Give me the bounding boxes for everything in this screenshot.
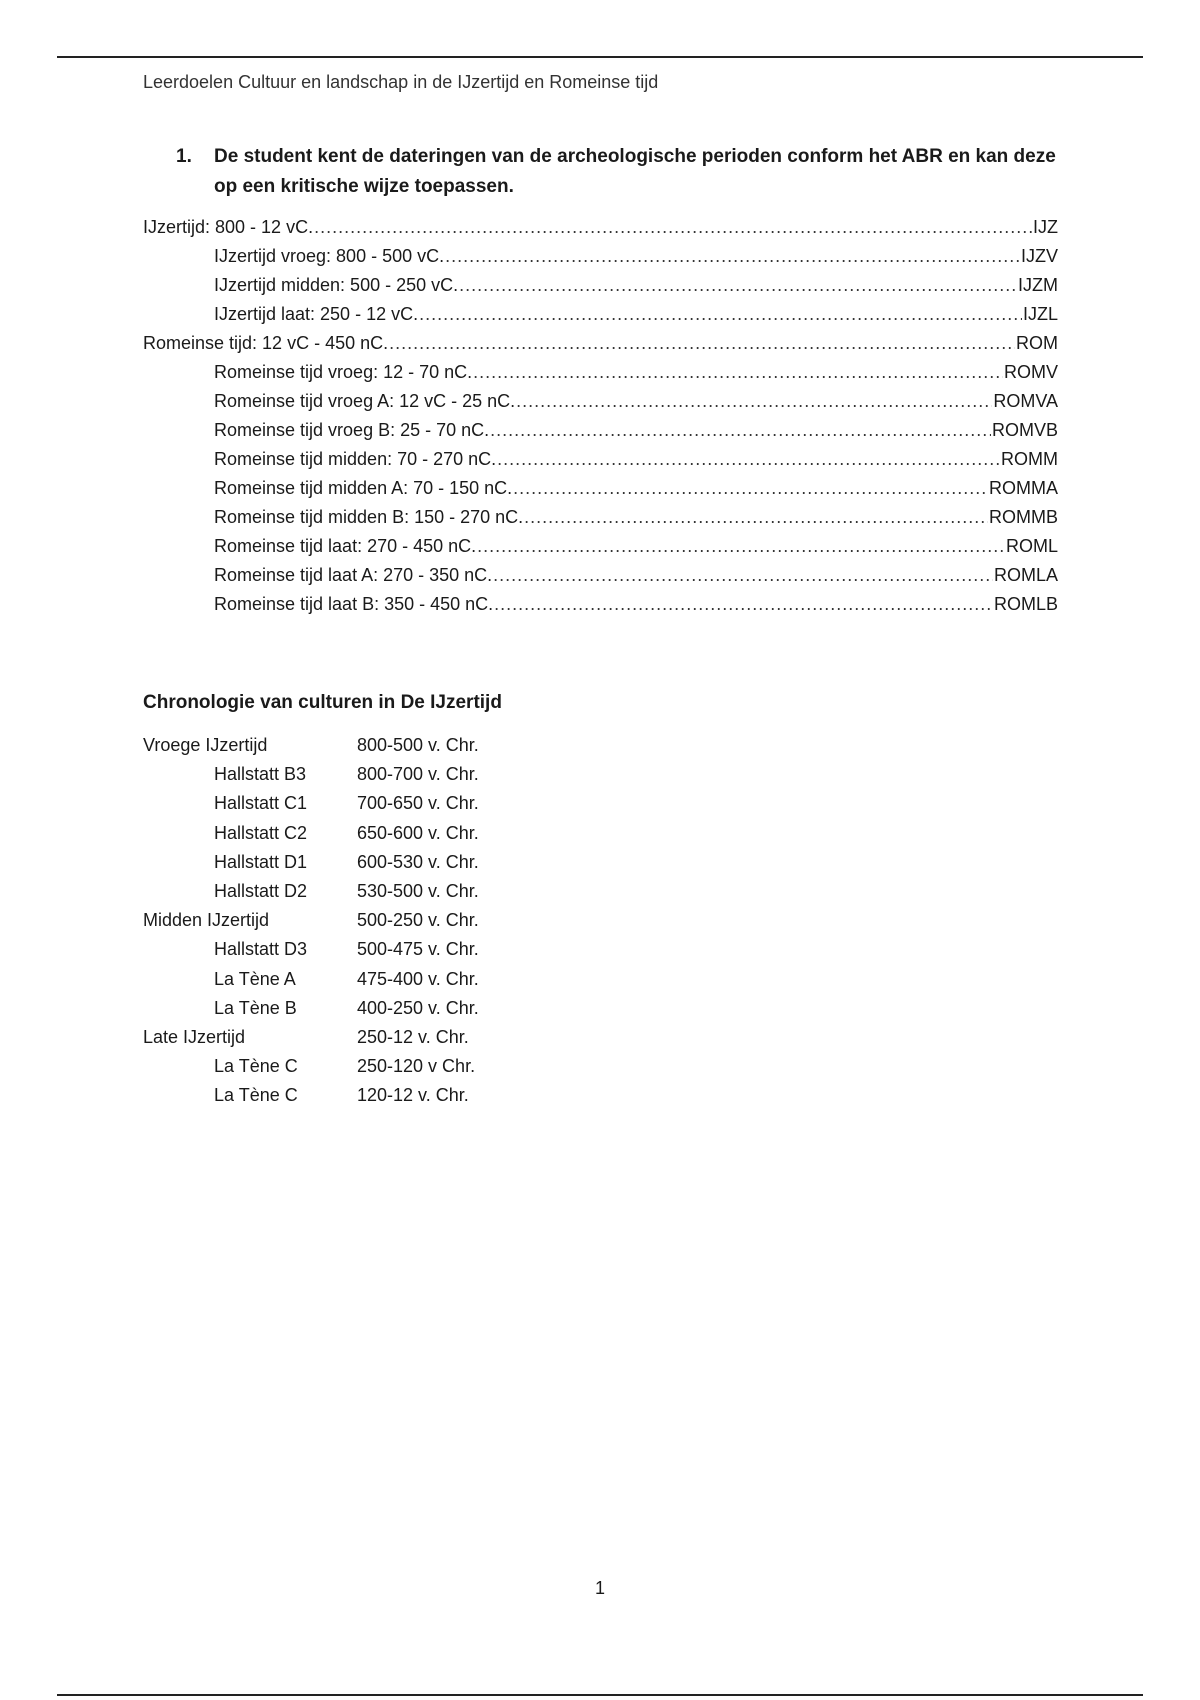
period-label: Romeinse tijd laat B: 350 - 450 nC. xyxy=(214,594,494,614)
period-code: ROMMB xyxy=(989,507,1058,527)
culture-name: Hallstatt C2 xyxy=(214,822,308,843)
chronology-row xyxy=(143,881,643,910)
dot-leader xyxy=(494,594,993,615)
period-code: IJZL xyxy=(1022,304,1058,324)
culture-date: 475-400 v. Chr. xyxy=(357,968,479,989)
period-code: ROMLB xyxy=(993,594,1058,614)
culture-name: La Tène A xyxy=(214,968,296,989)
dot-leader xyxy=(513,478,988,499)
period-label: Romeinse tijd midden B: 150 - 270 nC. xyxy=(214,507,524,527)
objective-text: De student kent de dateringen van de archeologische perioden conform het ABR en kan deze op een kritische wijze toepassen. xyxy=(214,146,1056,197)
period-label: IJzertijd midden: 500 - 250 vC. xyxy=(214,275,459,295)
chronology-row xyxy=(143,1056,643,1085)
period-row xyxy=(143,391,1058,420)
period-code: IJZV xyxy=(1020,246,1058,266)
culture-date: 530-500 v. Chr. xyxy=(357,880,479,901)
page-number: 1 xyxy=(594,1578,605,1598)
dot-leader xyxy=(459,275,1017,296)
culture-name: Hallstatt C1 xyxy=(214,793,308,814)
chronology-table xyxy=(143,735,643,1114)
period-row xyxy=(143,420,1058,449)
culture-date: 600-530 v. Chr. xyxy=(357,851,479,872)
culture-date: 400-250 v. Chr. xyxy=(357,997,479,1018)
dot-leader xyxy=(497,449,1000,470)
dot-leader xyxy=(473,362,1003,383)
culture-date: 800-700 v. Chr. xyxy=(357,764,479,785)
period-label: IJzertijd laat: 250 - 12 vC. xyxy=(214,304,419,324)
period-row xyxy=(143,507,1058,536)
dot-leader xyxy=(493,565,993,586)
period-row xyxy=(143,536,1058,565)
period-label: Romeinse tijd midden: 70 - 270 nC. xyxy=(214,449,497,469)
period-code: ROMVB xyxy=(991,420,1058,440)
period-code: IJZ xyxy=(1033,217,1058,237)
period-code: ROMM xyxy=(1001,449,1058,469)
chronology-row xyxy=(143,939,643,968)
chronology-row xyxy=(143,764,643,793)
culture-date: 500-250 v. Chr. xyxy=(357,910,479,931)
period-label: Romeinse tijd laat A: 270 - 350 nC. xyxy=(214,565,493,585)
period-list xyxy=(143,217,1058,623)
period-code: ROMVA xyxy=(993,391,1058,411)
chronology-row xyxy=(143,1085,643,1114)
period-row xyxy=(143,275,1058,304)
dot-leader xyxy=(314,217,1032,238)
period-label: Romeinse tijd: 12 vC - 450 nC. xyxy=(143,333,389,353)
culture-name: Midden IJzertijd xyxy=(143,910,270,931)
period-row xyxy=(143,217,1058,246)
period-row xyxy=(143,565,1058,594)
chronology-heading: Chronologie van culturen in De IJzertijd xyxy=(143,692,502,713)
culture-name: La Tène C xyxy=(214,1085,298,1106)
dot-leader xyxy=(419,304,1022,325)
culture-name: Hallstatt D1 xyxy=(214,851,308,872)
chronology-row xyxy=(143,823,643,852)
chronology-row xyxy=(143,852,643,881)
period-row xyxy=(143,333,1058,362)
period-code: ROML xyxy=(1005,536,1058,556)
period-label: Romeinse tijd midden A: 70 - 150 nC. xyxy=(214,478,513,498)
period-row xyxy=(143,362,1058,391)
chronology-row xyxy=(143,793,643,822)
dot-leader xyxy=(389,333,1015,354)
period-row xyxy=(143,594,1058,623)
culture-name: La Tène C xyxy=(214,1056,298,1077)
period-row xyxy=(143,304,1058,333)
culture-date: 700-650 v. Chr. xyxy=(357,793,479,814)
period-row xyxy=(143,246,1058,275)
period-code: IJZM xyxy=(1018,275,1058,295)
period-code: ROMV xyxy=(1004,362,1058,382)
culture-name: Vroege IJzertijd xyxy=(143,735,268,755)
period-code: ROMLA xyxy=(993,565,1058,585)
chronology-row xyxy=(143,998,643,1027)
period-row xyxy=(143,449,1058,478)
chronology-row xyxy=(143,969,643,998)
learning-objective xyxy=(176,142,1056,202)
period-label: Romeinse tijd vroeg: 12 - 70 nC. xyxy=(214,362,473,382)
chronology-row xyxy=(143,1027,643,1056)
period-code: ROMMA xyxy=(989,478,1058,498)
period-code: ROM xyxy=(1016,333,1058,353)
dot-leader xyxy=(524,507,988,528)
top-rule xyxy=(57,56,1143,58)
culture-date: 650-600 v. Chr. xyxy=(357,822,479,843)
culture-name: Hallstatt D2 xyxy=(214,880,308,901)
culture-date: 120-12 v. Chr. xyxy=(357,1085,469,1106)
culture-name: Hallstatt D3 xyxy=(214,939,308,960)
dot-leader xyxy=(516,391,992,412)
culture-date: 250-120 v Chr. xyxy=(357,1056,476,1077)
dot-leader xyxy=(490,420,991,441)
culture-date: 800-500 v. Chr. xyxy=(357,735,479,755)
period-label: IJzertijd: 800 - 12 vC. xyxy=(143,217,314,237)
document-header-title: Leerdoelen Cultuur en landschap in de IJzertijd en Romeinse tijd xyxy=(143,72,659,92)
period-label: Romeinse tijd laat: 270 - 450 nC. xyxy=(214,536,477,556)
bottom-rule xyxy=(57,1694,1143,1696)
period-label: Romeinse tijd vroeg A: 12 vC - 25 nC. xyxy=(214,391,516,411)
period-label: IJzertijd vroeg: 800 - 500 vC. xyxy=(214,246,445,266)
period-label: Romeinse tijd vroeg B: 25 - 70 nC. xyxy=(214,420,490,440)
dot-leader xyxy=(477,536,1005,557)
dot-leader xyxy=(445,246,1020,267)
chronology-row xyxy=(143,910,643,939)
objective-number: 1. xyxy=(176,146,192,167)
culture-date: 250-12 v. Chr. xyxy=(357,1026,469,1047)
chronology-row xyxy=(143,735,643,764)
culture-date: 500-475 v. Chr. xyxy=(357,939,479,960)
culture-name: La Tène B xyxy=(214,997,297,1018)
culture-name: Late IJzertijd xyxy=(143,1026,246,1047)
culture-name: Hallstatt B3 xyxy=(214,764,307,785)
period-row xyxy=(143,478,1058,507)
